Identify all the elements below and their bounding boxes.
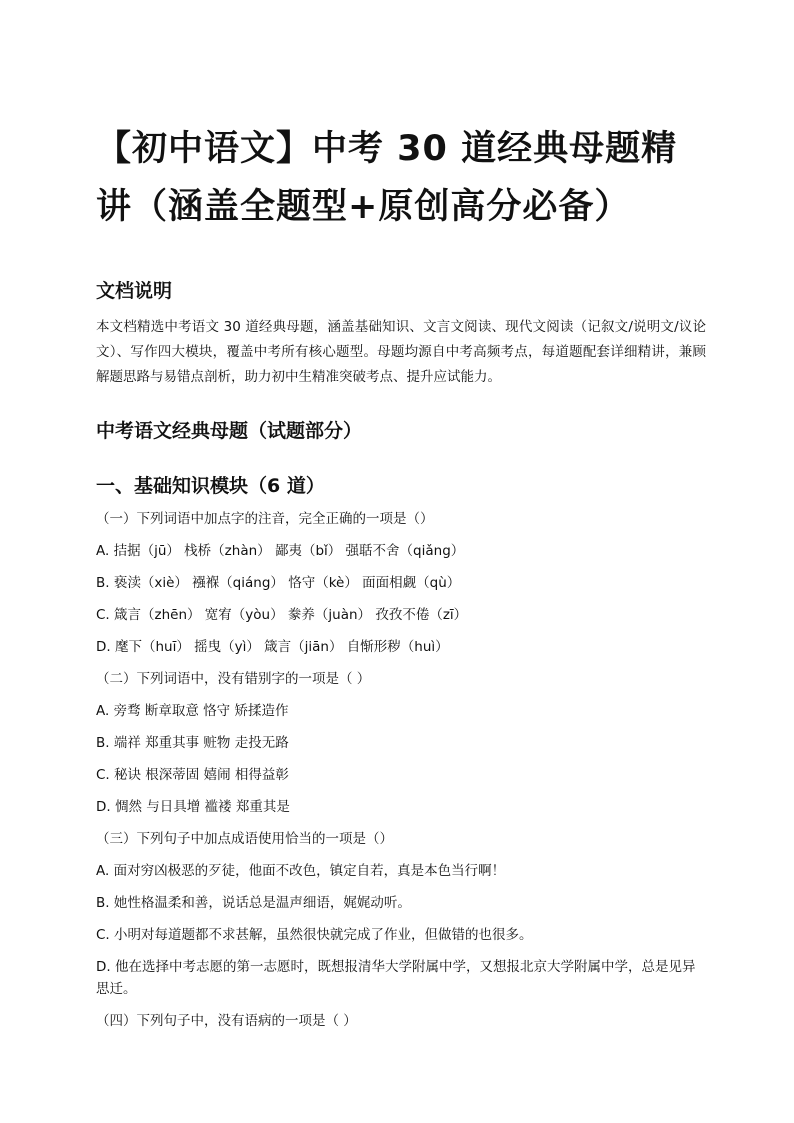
intro-paragraph: 本文档精选中考语文 30 道经典母题，涵盖基础知识、文言文阅读、现代文阅读（记叙文/说明文/议论文）、写作四大模块，覆盖中考所有核心题型。母题均源自中考高频考点，每道题配套详细精讲，兼顾解题思路与易错点剖析，助力初中生精准突破考点、提升应试能力。 <box>96 319 706 385</box>
question-2 <box>96 668 706 818</box>
question-4 <box>96 1010 706 1032</box>
option-c: C. 箴言（zhēn） 宽宥（yòu） 豢养（juàn） 孜孜不倦（zī） <box>96 607 468 623</box>
option-c: C. 秘诀 根深蒂固 嬉闹 相得益彰 <box>96 767 289 783</box>
option-d: D. 麾下（huī） 摇曳（yì） 箴言（jiān） 自惭形秽（huì） <box>96 639 449 655</box>
intro-heading: 文档说明 <box>96 280 173 302</box>
option-d: D. 他在选择中考志愿的第一志愿时，既想报清华大学附属中学，又想报北京大学附属中学，总是见异思迁。 <box>96 959 696 997</box>
question-stem: （一）下列词语中加点字的注音，完全正确的一项是（） <box>96 511 434 527</box>
question-3 <box>96 828 706 1000</box>
question-1 <box>96 508 706 658</box>
question-stem: （二）下列词语中，没有错别字的一项是（ ） <box>96 671 371 687</box>
option-a: A. 面对穷凶极恶的歹徒，他面不改色，镇定自若，真是本色当行啊！ <box>96 863 506 879</box>
question-list <box>96 508 706 1032</box>
option-b: B. 她性格温柔和善，说话总是温声细语，娓娓动听。 <box>96 895 411 911</box>
option-a: A. 旁骛 断章取意 恪守 矫揉造作 <box>96 703 289 719</box>
option-a: A. 拮据（jū） 栈桥（zhàn） 鄙夷（bǐ） 强聒不舍（qiǎng） <box>96 543 465 559</box>
document-title: 【初中语文】中考 30 道经典母题精讲（涵盖全题型+原创高分必备） <box>96 129 678 227</box>
exam-section-heading: 中考语文经典母题（试题部分） <box>96 420 363 442</box>
module-heading: 一、基础知识模块（6 道） <box>96 475 325 497</box>
option-c: C. 小明对每道题都不求甚解，虽然很快就完成了作业，但做错的也很多。 <box>96 927 533 943</box>
question-stem: （四）下列句子中，没有语病的一项是（ ） <box>96 1013 357 1029</box>
option-b: B. 端祥 郑重其事 赃物 走投无路 <box>96 735 289 751</box>
option-d: D. 惆然 与日具增 褴褛 郑重其是 <box>96 799 290 815</box>
option-b: B. 亵渎（xiè） 襁褓（qiáng） 恪守（kè） 面面相觑（qù） <box>96 575 461 591</box>
question-stem: （三）下列句子中加点成语使用恰当的一项是（） <box>96 831 393 847</box>
document-page <box>96 120 706 1032</box>
